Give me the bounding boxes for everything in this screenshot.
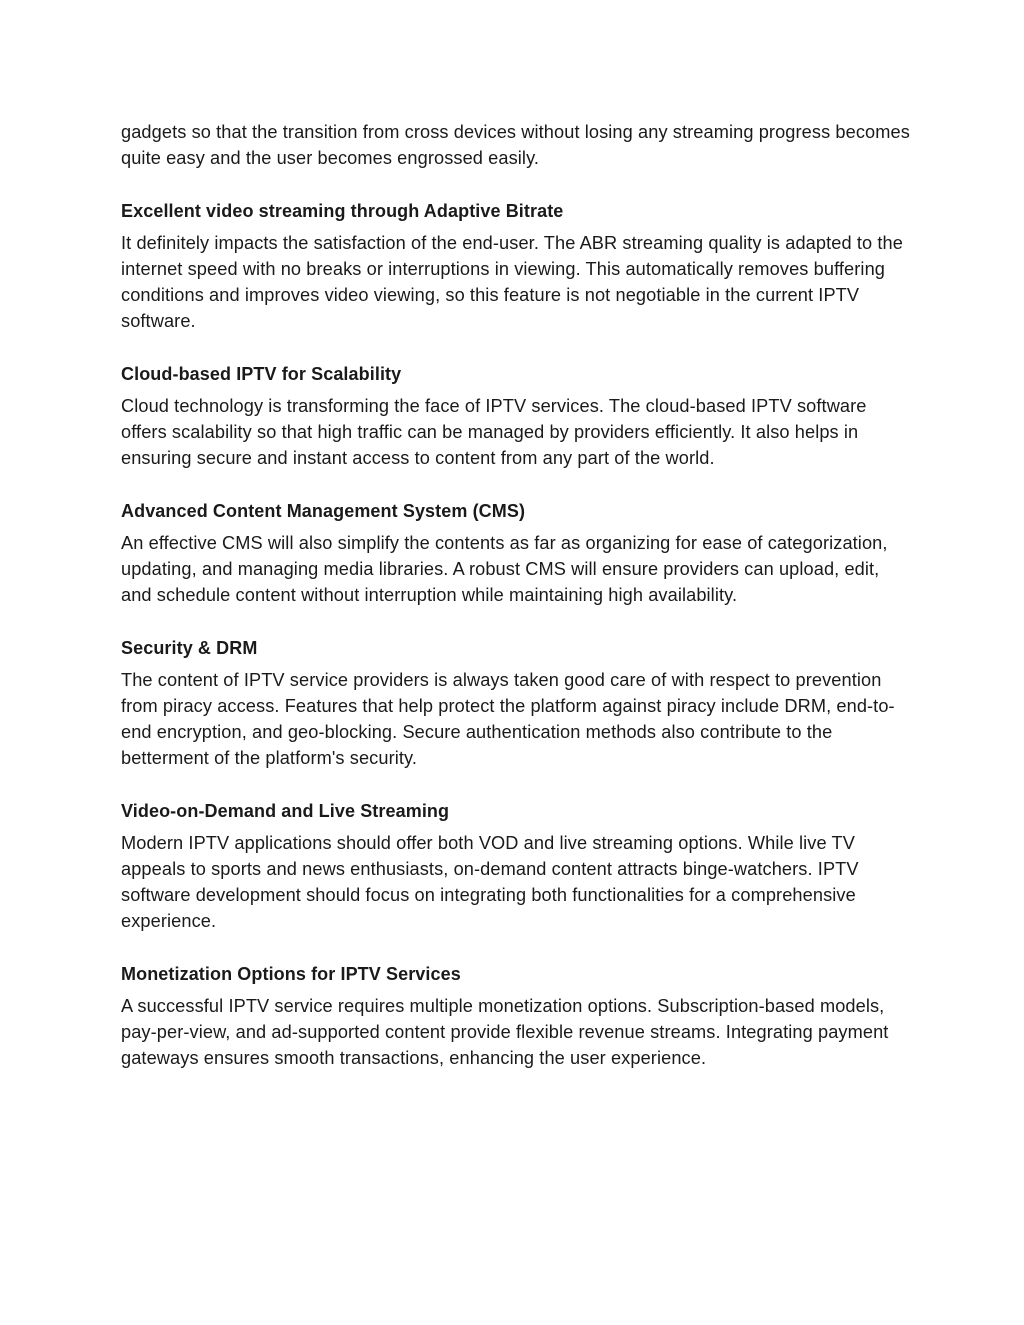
section-vod-live (121, 798, 911, 934)
section-heading: Video-on-Demand and Live Streaming (121, 801, 450, 821)
intro-paragraph: gadgets so that the transition from cross devices without losing any streaming progress becomes quite easy and the user becomes engrossed easily. (121, 122, 910, 168)
section-heading: Cloud-based IPTV for Scalability (121, 364, 402, 384)
document-page (121, 119, 911, 1098)
section-heading: Advanced Content Management System (CMS) (121, 501, 526, 521)
section-body: The content of IPTV service providers is always taken good care of with respect to prevention from piracy access. Features that help protect the platform against piracy include DRM, end-to-end encryption, and geo-blocking. Secure authentication methods also contribute to the betterment of the platform's security. (121, 670, 895, 768)
section-monetization (121, 961, 911, 1071)
section-body: It definitely impacts the satisfaction of the end-user. The ABR streaming quality is adapted to the internet speed with no breaks or interruptions in viewing. This automatically removes buffering conditions and improves video viewing, so this feature is not negotiable in the current IPTV software. (121, 233, 903, 331)
section-heading: Monetization Options for IPTV Services (121, 964, 461, 984)
section-body: Cloud technology is transforming the face of IPTV services. The cloud-based IPTV software offers scalability so that high traffic can be managed by providers efficiently. It also helps in ensuring secure and instant access to content from any part of the world. (121, 396, 867, 468)
section-body: Modern IPTV applications should offer both VOD and live streaming options. While live TV appeals to sports and news enthusiasts, on-demand content attracts binge-watchers. IPTV software development should focus on integrating both functionalities for a comprehensive experience. (121, 833, 859, 931)
section-heading: Security & DRM (121, 638, 258, 658)
section-cloud-based (121, 361, 911, 471)
section-body: A successful IPTV service requires multiple monetization options. Subscription-based models, pay-per-view, and ad-supported content provide flexible revenue streams. Integrating payment gateways ensures smooth transactions, enhancing the user experience. (121, 996, 889, 1068)
section-adaptive-bitrate (121, 198, 911, 334)
section-cms (121, 498, 911, 608)
section-heading: Excellent video streaming through Adaptive Bitrate (121, 201, 564, 221)
section-body: An effective CMS will also simplify the contents as far as organizing for ease of categorization, updating, and managing media libraries. A robust CMS will ensure providers can upload, edit, and schedule content without interruption while maintaining high availability. (121, 533, 888, 605)
section-security-drm (121, 635, 911, 771)
